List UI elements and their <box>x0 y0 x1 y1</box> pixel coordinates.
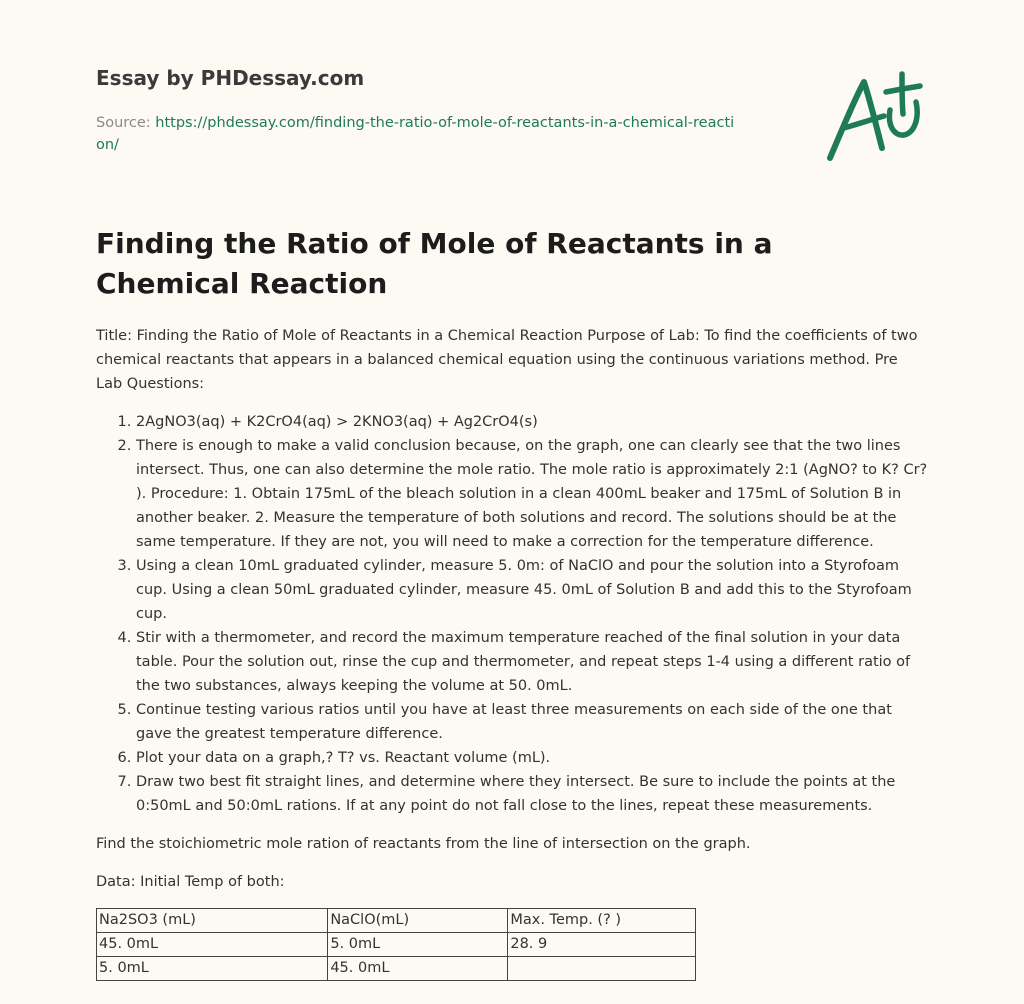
table-cell: 5. 0mL <box>328 933 508 957</box>
table-cell: 5. 0mL <box>97 957 328 981</box>
article-intro: Title: Finding the Ratio of Mole of Reactants in a Chemical Reaction Purpose of Lab: To find the coefficients of two chemical reactants that appears in a balanced chemical equation using the continuous variations method. Pre Lab Questions: <box>96 328 918 392</box>
list-item: 3. Using a clean 10mL graduated cylinder, measure 5. 0m: of NaClO and pour the solution into a Styrofoam cup. Using a clean 50mL graduated cylinder, measure 45. 0mL of Solution B and add this to the Styrofoam cup. <box>136 554 928 626</box>
source-label: Source: <box>96 115 156 131</box>
table-header-cell: NaClO(mL) <box>328 909 508 933</box>
list-item: 1. 2AgNO3(aq) + K2CrO4(aq) > 2KNO3(aq) + Ag2CrO4(s) <box>136 410 928 434</box>
data-table <box>96 908 696 981</box>
source-link[interactable]: https://phdessay.com/finding-the-ratio-of-mole-of-reactants-in-a-chemical-reaction/ <box>96 115 735 153</box>
list-item: 5. Continue testing various ratios until you have at least three measurements on each side of the one that gave the greatest temperature difference. <box>136 698 928 746</box>
table-cell <box>508 957 696 981</box>
table-cell: 45. 0mL <box>97 933 328 957</box>
table-row <box>97 933 696 957</box>
site-name: Essay by PHDessay.com <box>96 66 365 90</box>
list-item: 7. Draw two best fit straight lines, and determine where they intersect. Be sure to include the points at the 0:50mL and 50:0mL rations. If at any point do not fall close to the lines, repeat these measurements. <box>136 770 928 818</box>
table-header-cell: Max. Temp. (? ) <box>508 909 696 933</box>
table-header-cell: Na2SO3 (mL) <box>97 909 328 933</box>
table-cell: 45. 0mL <box>328 957 508 981</box>
table-row <box>97 957 696 981</box>
article-title: Finding the Ratio of Mole of Reactants in a Chemical Reaction <box>96 227 773 300</box>
after-list-paragraph: Find the stoichiometric mole ration of reactants from the line of intersection on the graph. <box>96 836 751 852</box>
procedure-list <box>96 410 928 818</box>
source-line <box>96 112 736 156</box>
list-item: 2. There is enough to make a valid conclusion because, on the graph, one can clearly see that the two lines intersect. Thus, one can also determine the mole ratio. The mole ratio is approximately 2:1 (AgNO? to K? Cr? ). Procedure: 1. Obtain 175mL of the bleach solution in a clean 400mL beaker and 175mL of Solution B in another beaker. 2. Measure the temperature of both solutions and record. The solutions should be at the same temperature. If they are not, you will need to make a correction for the temperature difference. <box>136 434 928 554</box>
data-label: Data: Initial Temp of both: <box>96 874 285 890</box>
a-plus-logo-icon <box>824 70 924 162</box>
table-cell: 28. 9 <box>508 933 696 957</box>
list-item: 6. Plot your data on a graph,? T? vs. Reactant volume (mL). <box>136 746 928 770</box>
article-body <box>96 324 928 981</box>
list-item: 4. Stir with a thermometer, and record the maximum temperature reached of the final solution in your data table. Pour the solution out, rinse the cup and thermometer, and repeat steps 1-4 using a different ratio of the two substances, always keeping the volume at 50. 0mL. <box>136 626 928 698</box>
table-header-row <box>97 909 696 933</box>
